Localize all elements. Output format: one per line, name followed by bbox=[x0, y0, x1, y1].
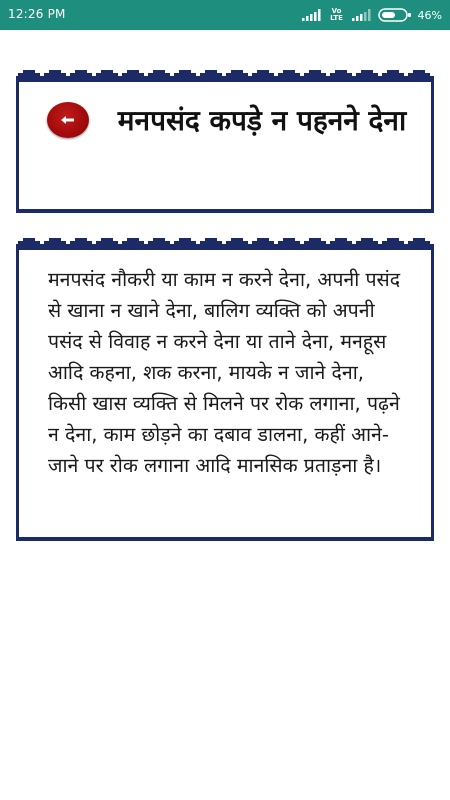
network-label: Vo LTE bbox=[330, 7, 343, 22]
content-text: मनपसंद नौकरी या काम न करने देना, अपनी पसंद से खाना न खाने देना, बालिग व्यक्ति को अपनी पसंद से विवाह न करने देना या ताने देना, मनहूस आदि कहना, शक करना, मायके न जाने देना, किसी खास व्यक्ति से मिलने पर रोक लगाना, पढ़ने न देना, काम छोड़ने का दबाव डालना, कहीं आने-जाने पर रोक लगाना आदि मानसिक प्रताड़ना है। bbox=[48, 268, 401, 477]
title-card bbox=[16, 80, 434, 213]
battery-percent: 46% bbox=[417, 8, 442, 22]
page-title: मनपसंद कपड़े न पहनने देना bbox=[117, 104, 407, 137]
wifi-signal-icon bbox=[302, 9, 322, 21]
content-card bbox=[16, 248, 434, 541]
battery-icon bbox=[378, 8, 412, 22]
status-bar bbox=[0, 0, 450, 30]
status-time: 12:26 PM bbox=[8, 7, 66, 21]
status-icons bbox=[302, 6, 442, 24]
card-crenel-border bbox=[16, 70, 434, 82]
cell-signal-icon bbox=[352, 9, 372, 21]
card-crenel-border bbox=[16, 238, 434, 250]
volte-lte-icon bbox=[328, 8, 346, 22]
